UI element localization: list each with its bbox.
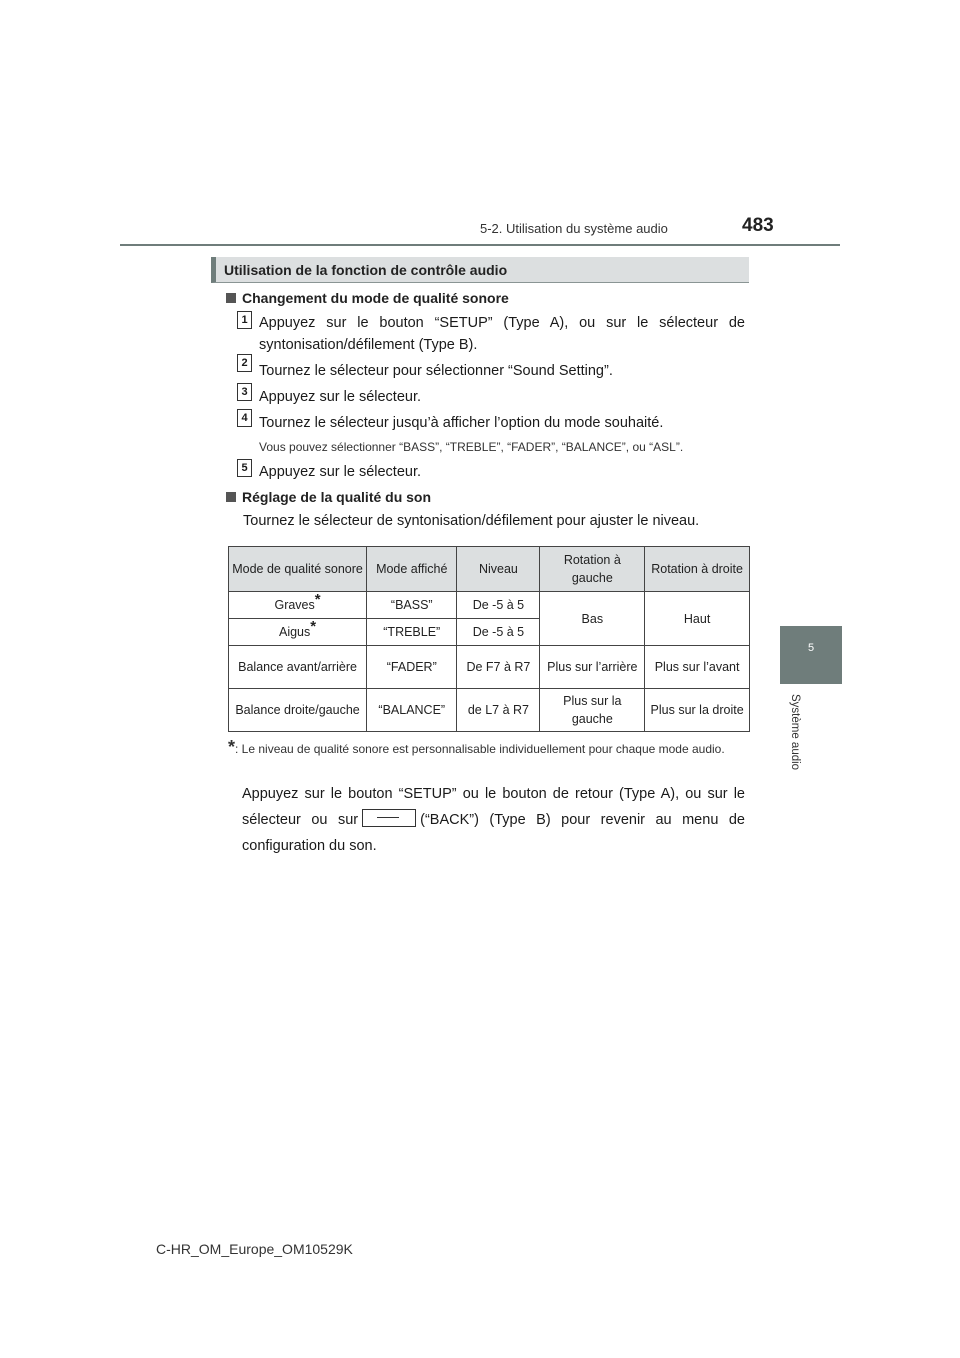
step-number-2: 2 (237, 354, 252, 372)
return-instructions (242, 781, 745, 859)
table-cell: Balance avant/arrière (229, 646, 367, 689)
square-bullet-icon (226, 293, 236, 303)
step-text-3: Appuyez sur le sélecteur. (259, 389, 422, 405)
table-cell: Plus sur la droite (645, 689, 750, 732)
footnote-text: : Le niveau de qualité sonore est personnalisable individuellement pour chaque mode audio. (235, 742, 725, 756)
adjust-text: Tournez le sélecteur de syntonisation/défilement pour ajuster le niveau. (243, 513, 700, 529)
table-header-cell: Niveau (457, 547, 540, 592)
table-cell: de L7 à R7 (457, 689, 540, 732)
chapter-label (787, 694, 803, 784)
step-number-1: 1 (237, 311, 252, 329)
return-instructions-part1: Appuyez sur le bouton “SETUP” ou le bouton de retour (Type A), ou sur le sélecteur ou sur (242, 786, 745, 828)
table-header-cell: Mode affiché (367, 547, 457, 592)
table-cell (229, 592, 367, 619)
page-number: 483 (742, 215, 774, 236)
table-cell: “BALANCE” (367, 689, 457, 732)
table-cell: De -5 à 5 (457, 592, 540, 619)
table-cell: Plus sur l’arrière (540, 646, 645, 689)
return-instructions-part2: (“BACK”) (Type B) pour revenir au menu de configuration du son. (242, 812, 746, 854)
chapter-label-text: Système audio (789, 694, 801, 771)
back-button-icon (362, 809, 416, 827)
step-number-5: 5 (237, 459, 252, 477)
sound-mode-heading (226, 290, 509, 308)
table-cell: Haut (645, 592, 750, 646)
table-header-cell: Rotation à gauche (540, 547, 645, 592)
step-text-5: Appuyez sur le sélecteur. (259, 464, 422, 480)
table-header-row (229, 547, 750, 592)
table-cell-text: Aigus (278, 625, 311, 639)
sound-quality-table (228, 546, 750, 732)
running-header-section: 5-2. Utilisation du système audio (480, 221, 668, 236)
adjust-heading (226, 489, 431, 507)
table-row (229, 689, 750, 732)
adjust-heading-text: Réglage de la qualité du son (242, 489, 432, 505)
table-cell: “TREBLE” (367, 619, 457, 646)
table-cell: Balance droite/gauche (229, 689, 367, 732)
table-cell: De -5 à 5 (457, 619, 540, 646)
square-bullet-icon (226, 492, 236, 502)
asterisk-marker: * (314, 590, 321, 608)
sound-mode-heading-text: Changement du mode de qualité sonore (242, 290, 509, 306)
footnote-marker: * (228, 737, 236, 757)
step-number-3: 3 (237, 383, 252, 401)
table-header-cell: Rotation à droite (645, 547, 750, 592)
table-cell-text: Graves (274, 598, 315, 612)
step-text-1: Appuyez sur le bouton “SETUP” (Type A), ou sur le sélecteur de syntonisation/défilement (Type B). (259, 315, 745, 353)
table-cell: “BASS” (367, 592, 457, 619)
table-cell: Plus sur l’avant (645, 646, 750, 689)
step-text-2: Tournez le sélecteur pour sélectionner “Sound Setting”. (259, 363, 613, 379)
table-row (229, 646, 750, 689)
table-header-cell: Mode de qualité sonore (229, 547, 367, 592)
table-cell: Plus sur la gauche (540, 689, 645, 732)
section-title: Utilisation de la fonction de contrôle audio (224, 262, 508, 278)
mode-options-note: Vous pouvez sélectionner “BASS”, “TREBLE”, “FADER”, “BALANCE”, ou “ASL”. (259, 440, 684, 454)
chapter-tab (780, 626, 842, 684)
table-cell (229, 619, 367, 646)
document-footer: C-HR_OM_Europe_OM10529K (156, 1241, 353, 1257)
chapter-number: 5 (807, 642, 815, 654)
header-rule (120, 244, 840, 246)
table-row (229, 592, 750, 619)
table-cell: “FADER” (367, 646, 457, 689)
step-text-4: Tournez le sélecteur jusqu’à afficher l’option du mode souhaité. (259, 415, 664, 431)
table-cell: De F7 à R7 (457, 646, 540, 689)
table-cell: Bas (540, 592, 645, 646)
table-footnote (228, 738, 745, 758)
step-number-4: 4 (237, 409, 252, 427)
asterisk-marker: * (310, 617, 317, 635)
